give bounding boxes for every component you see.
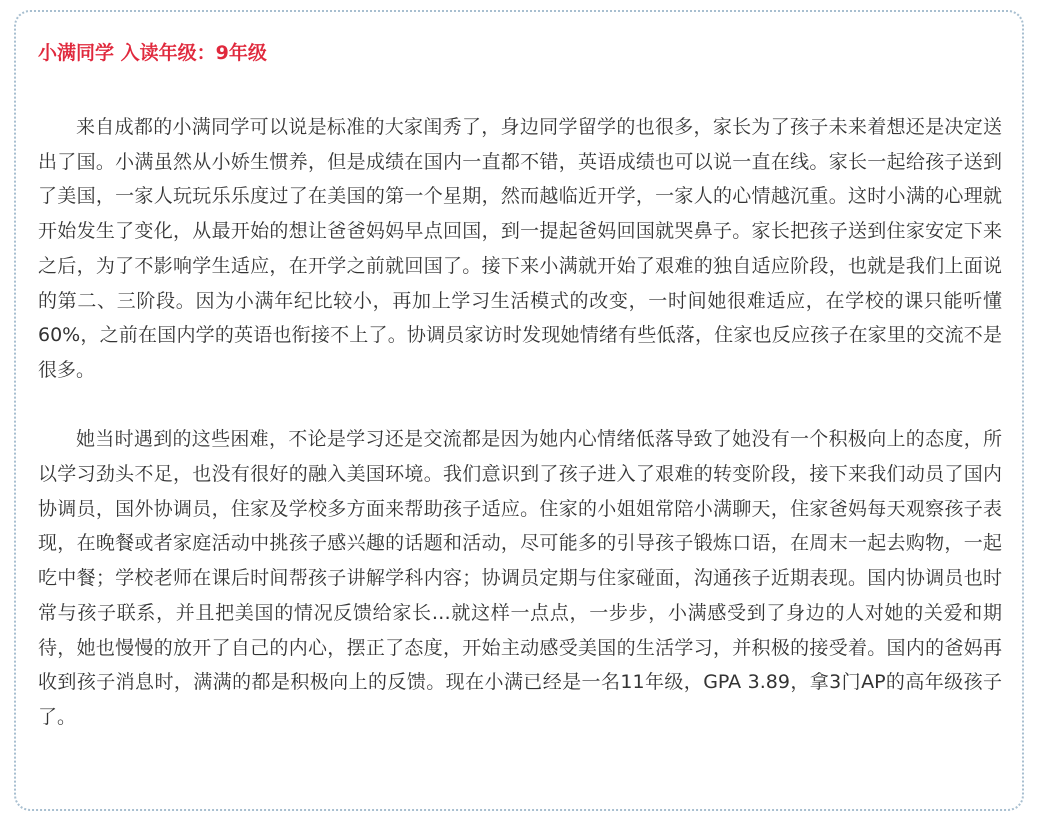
article-title: 小满同学 入读年级：9年级 <box>38 42 267 64</box>
paragraph-1: 来自成都的小满同学可以说是标准的大家闺秀了，身边同学留学的也很多，家长为了孩子未来着想还是决定送出了国。小满虽然从小娇生惯养，但是成绩在国内一直都不错，英语成绩也可以说一直在线。家长一起给孩子送到了美国，一家人玩玩乐乐度过了在美国的第一个星期，然而越临近开学，一家人的心情越沉重。这时小满的心理就开始发生了变化，从最开始的想让爸爸妈妈早点回国，到一提起爸妈回国就哭鼻子。家长把孩子送到住家安定下来之后，为了不影响学生适应，在开学之前就回国了。接下来小满就开始了艰难的独自适应阶段，也就是我们上面说的第二、三阶段。因为小满年纪比较小，再加上学习生活模式的改变，一时间她很难适应，在学校的课只能听懂60%，之前在国内学的英语也衔接不上了。协调员家访时发现她情绪有些低落，住家也反应孩子在家里的交流不是很多。 <box>38 116 1002 381</box>
paragraph-2: 她当时遇到的这些困难，不论是学习还是交流都是因为她内心情绪低落导致了她没有一个积极向上的态度，所以学习劲头不足，也没有很好的融入美国环境。我们意识到了孩子进入了艰难的转变阶段，接下来我们动员了国内协调员，国外协调员，住家及学校多方面来帮助孩子适应。住家的小姐姐常陪小满聊天，住家爸妈每天观察孩子表现，在晚餐或者家庭活动中挑孩子感兴趣的话题和活动，尽可能多的引导孩子锻炼口语，在周末一起去购物，一起吃中餐；学校老师在课后时间帮孩子讲解学科内容；协调员定期与住家碰面，沟通孩子近期表现。国内协调员也时常与孩子联系，并且把美国的情况反馈给家长…就这样一点点，一步步，小满感受到了身边的人对她的关爱和期待，她也慢慢的放开了自己的内心，摆正了态度，开始主动感受美国的生活学习，并积极的接受着。国内的爸妈再收到孩子消息时，满满的都是积极向上的反馈。现在小满已经是一名11年级，GPA 3.89，拿3门AP的高年级孩子了。 <box>38 428 1002 728</box>
article-body <box>38 110 1002 735</box>
